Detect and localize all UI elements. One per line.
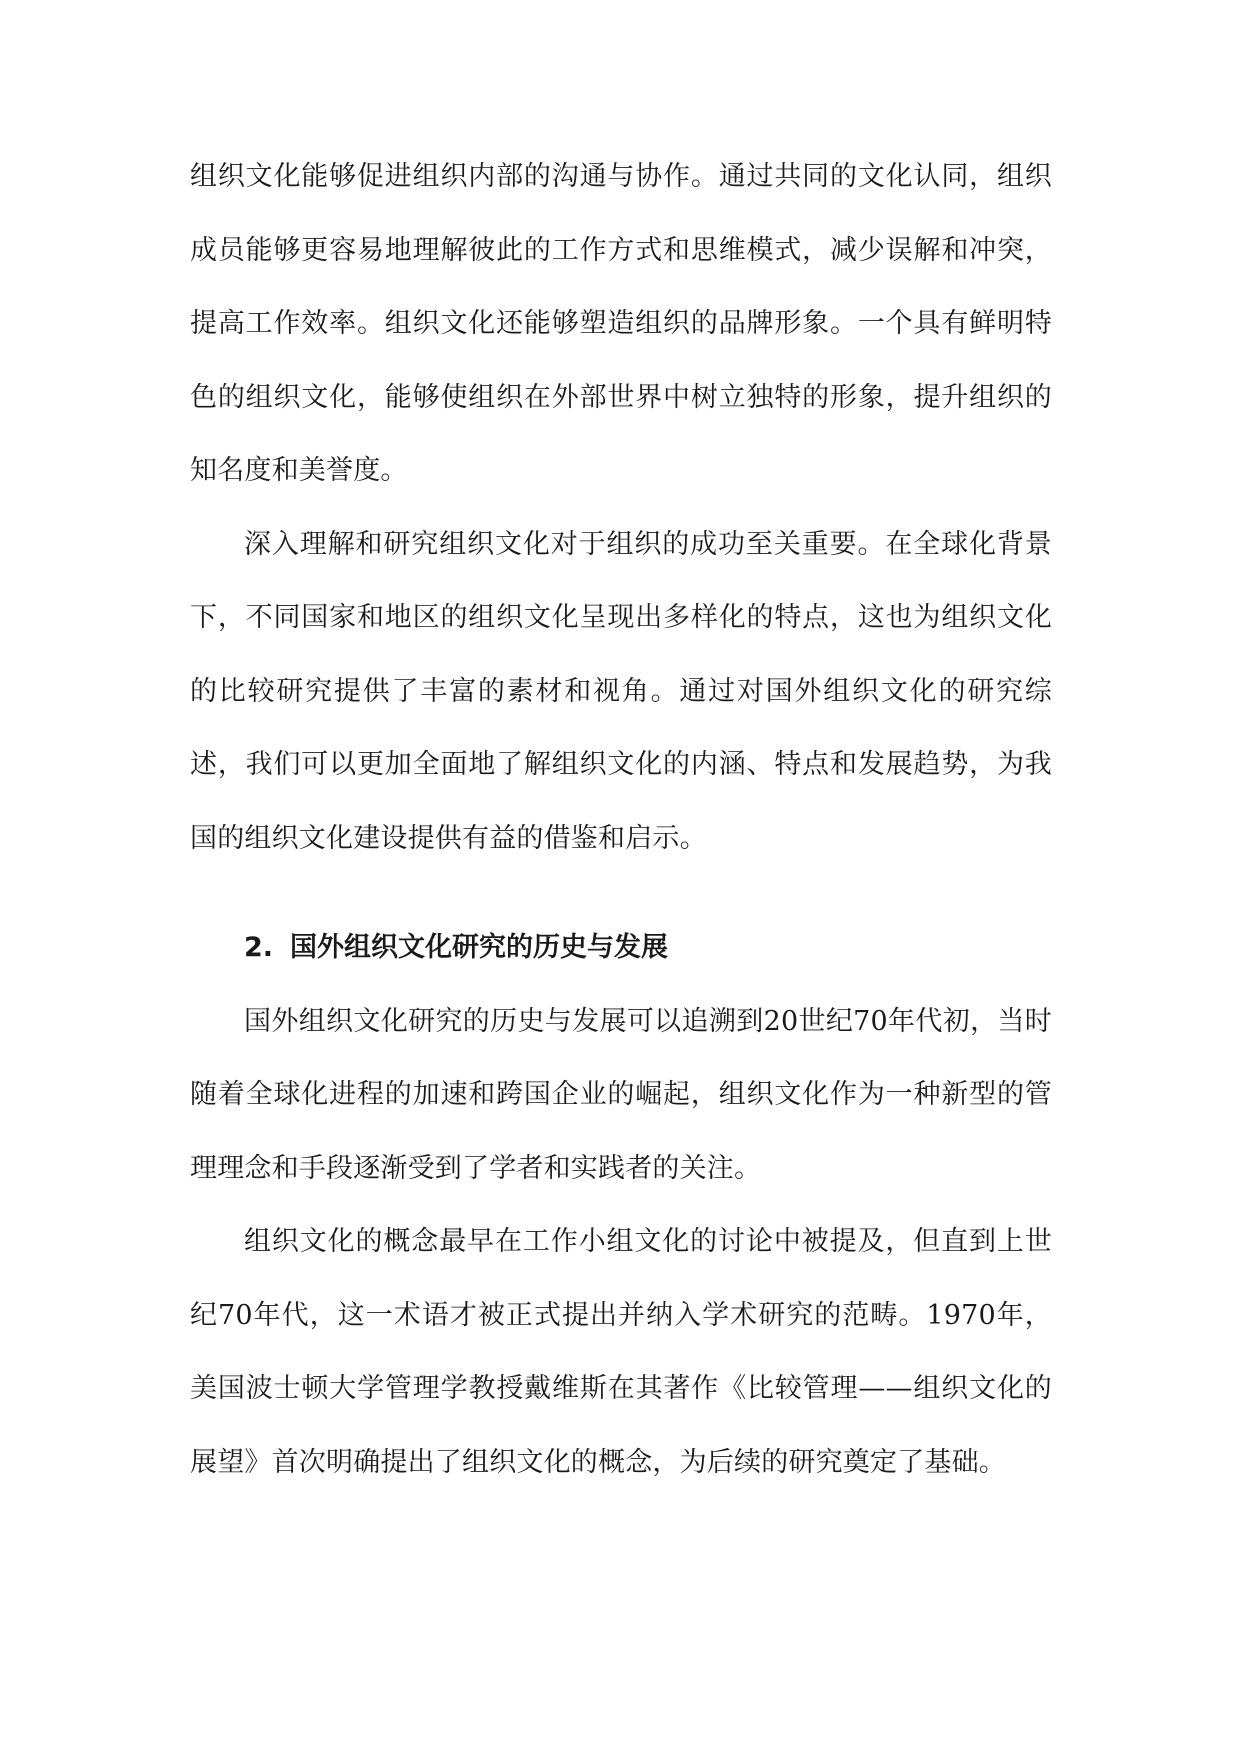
section-heading	[190, 911, 1052, 985]
section-title: 国外组织文化研究的历史与发展	[290, 932, 668, 963]
paragraph: 国外组织文化研究的历史与发展可以追溯到20世纪70年代初，当时随着全球化进程的加速和跨国企业的崛起，组织文化作为一种新型的管理理念和手段逐渐受到了学者和实践者的关注。	[190, 1005, 1052, 1184]
document-body	[190, 140, 1052, 1499]
paragraph-continued: 组织文化能够促进组织内部的沟通与协作。通过共同的文化认同，组织成员能够更容易地理解彼此的工作方式和思维模式，减少误解和冲突，提高工作效率。组织文化还能够塑造组织的品牌形象。一个具有鲜明特色的组织文化，能够使组织在外部世界中树立独特的形象，提升组织的知名度和美誉度。	[190, 161, 1052, 486]
paragraph: 组织文化的概念最早在工作小组文化的讨论中被提及，但直到上世纪70年代，这一术语才被正式提出并纳入学术研究的范畴。1970年，美国波士顿大学管理学教授戴维斯在其著作《比较管理——组织文化的展望》首次明确提出了组织文化的概念，为后续的研究奠定了基础。	[190, 1226, 1052, 1478]
section-number: 2.	[244, 932, 274, 963]
paragraph: 深入理解和研究组织文化对于组织的成功至关重要。在全球化背景下，不同国家和地区的组织文化呈现出多样化的特点，这也为组织文化的比较研究提供了丰富的素材和视角。通过对国外组织文化的研究综述，我们可以更加全面地了解组织文化的内涵、特点和发展趋势，为我国的组织文化建设提供有益的借鉴和启示。	[190, 528, 1052, 854]
